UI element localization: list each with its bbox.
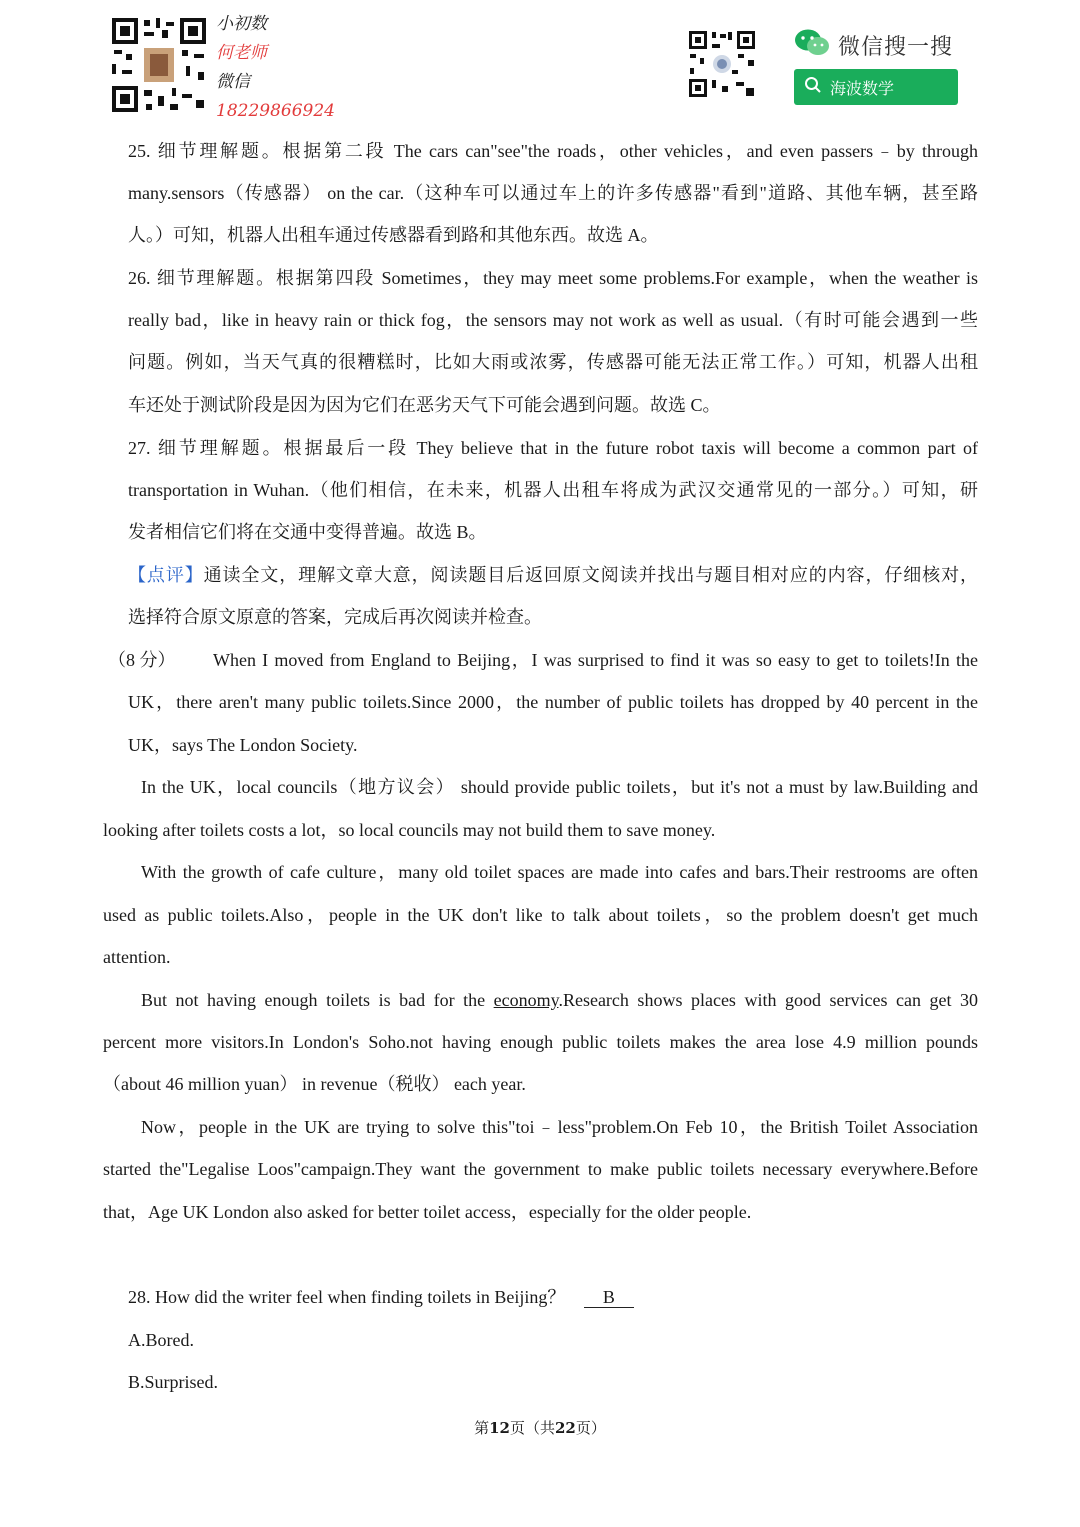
- total-pages: 22: [555, 1419, 576, 1437]
- contact-note: [216, 10, 335, 126]
- option-b: B.Surprised.: [128, 1372, 218, 1392]
- answer-26-line-4: 车还处于测试阶段是因为因为它们在恶劣天气下可能会遇到问题。故选 C。: [128, 395, 721, 415]
- answer-26-line-1: 26. 细节理解题。根据第四段 Sometimes，they may meet some problems.For example，when the weather is: [128, 268, 978, 288]
- note-line-3: 微信: [216, 72, 250, 92]
- qr-code-left: [110, 16, 208, 114]
- note-phone: 18229866924: [216, 101, 335, 121]
- p4-line-3: （about 46 million yuan） in revenue（税收） each year.: [103, 1074, 526, 1094]
- question-28: [128, 1285, 1080, 1309]
- p3-line-3: attention.: [103, 947, 171, 967]
- answer-26-line-3: 问题。例如，当天气真的很糟糕时，比如大雨或浓雾，传感器可能无法正常工作。）可知，机器人出租: [128, 352, 978, 372]
- comment-line-1: [128, 563, 978, 587]
- p4-line-1: [141, 988, 978, 1012]
- note-line-2: 何老师: [216, 43, 267, 63]
- answer-25-line-2: many.sensors（传感器） on the car.（这种车可以通过车上的许多传感器"看到"道路、其他车辆，甚至路: [128, 183, 978, 203]
- question-text: 28. How did the writer feel when finding toilets in Beijing？: [128, 1287, 566, 1307]
- p5-line-1: Now，people in the UK are trying to solve this"toi﹣less"problem.On Feb 10，the British Toilet Association: [141, 1117, 978, 1137]
- passage-line-1: [108, 648, 978, 672]
- p1-line-1: When I moved from England to Beijing，I was surprised to find it was so easy to get to toilets!In the: [213, 650, 978, 670]
- answer-27-line-2: transportation in Wuhan.（他们相信，在未来，机器人出租车将成为武汉交通常见的一部分。）可知，研: [128, 480, 978, 500]
- p5-line-3: that，Age UK London also asked for better toilet access，especially for the older people.: [103, 1202, 752, 1222]
- answer-27-line-3: 发者相信它们将在交通中变得普遍。故选 B。: [128, 522, 487, 542]
- page-header: [0, 0, 1080, 125]
- p4-line-1-b: .Research shows places with good services can get 30: [558, 990, 978, 1010]
- wechat-search-keyword: 海波数学: [830, 78, 895, 98]
- footer-mid: 页（共: [509, 1419, 555, 1437]
- p3-line-2: used as public toilets.Also，people in the UK don't like to talk about toilets，so the problem doesn't get much: [103, 905, 978, 925]
- p2-line-1: In the UK，local councils（地方议会） should provide public toilets，but it's not a must by law.Building and: [141, 777, 978, 797]
- p1-line-3: UK，says The London Society.: [128, 735, 358, 755]
- page-footer: [0, 1417, 1080, 1438]
- comment-text-1: 通读全文，理解文章大意，阅读题目后返回原文阅读并找出与题目相对应的内容，仔细核对，: [203, 565, 978, 585]
- p2-line-2: looking after toilets costs a lot，so local councils may not build them to save money.: [103, 820, 716, 840]
- footer-pre: 第: [474, 1419, 490, 1437]
- score-label: （8 分）: [108, 650, 176, 670]
- wechat-search-title: 微信搜一搜: [838, 35, 954, 60]
- wechat-search-brand: [794, 28, 953, 63]
- answer-25-line-1: 25. 细节理解题。根据第二段 The cars can"see"the roads，other vehicles，and even passers﹣by through: [128, 141, 978, 161]
- answer-26-line-2: really bad，like in heavy rain or thick fog，the sensors may not work as well as usual.（有时可能会遇到一些: [128, 310, 978, 330]
- p4-line-2: percent more visitors.In London's Soho.not having enough public toilets makes the area lose 4.9 million pounds: [103, 1032, 978, 1052]
- comment-line-2: 选择符合原文原意的答案，完成后再次阅读并检查。: [128, 607, 542, 627]
- page-number: 12: [489, 1419, 510, 1437]
- answer-27-line-1: 27. 细节理解题。根据最后一段 They believe that in the future robot taxis will become a common part of: [128, 438, 978, 458]
- note-line-1: 小初数: [216, 14, 267, 34]
- option-a: A.Bored.: [128, 1330, 194, 1350]
- answer-25-line-3: 人。）可知，机器人出租车通过传感器看到路和其他东西。故选 A。: [128, 225, 659, 245]
- comment-tag: 【点评】: [128, 565, 204, 585]
- footer-post: 页）: [575, 1419, 606, 1437]
- qr-code-right: [688, 30, 756, 98]
- p4-line-1-a: But not having enough toilets is bad for the: [141, 990, 494, 1010]
- wechat-search-button[interactable]: [794, 69, 958, 105]
- wechat-logo-icon: [794, 28, 830, 63]
- p5-line-2: started the"Legalise Loos"campaign.They want the government to make public toilets necessary everywhere.Before: [103, 1159, 978, 1179]
- underlined-word: economy: [493, 990, 559, 1010]
- search-icon: [804, 76, 822, 98]
- p1-line-2: UK，there aren't many public toilets.Since 2000，the number of public toilets has dropped by 40 percent in the: [128, 692, 978, 712]
- p3-line-1: With the growth of cafe culture，many old toilet spaces are made into cafes and bars.Their restrooms are often: [141, 862, 978, 882]
- answer-blank: B: [584, 1287, 634, 1308]
